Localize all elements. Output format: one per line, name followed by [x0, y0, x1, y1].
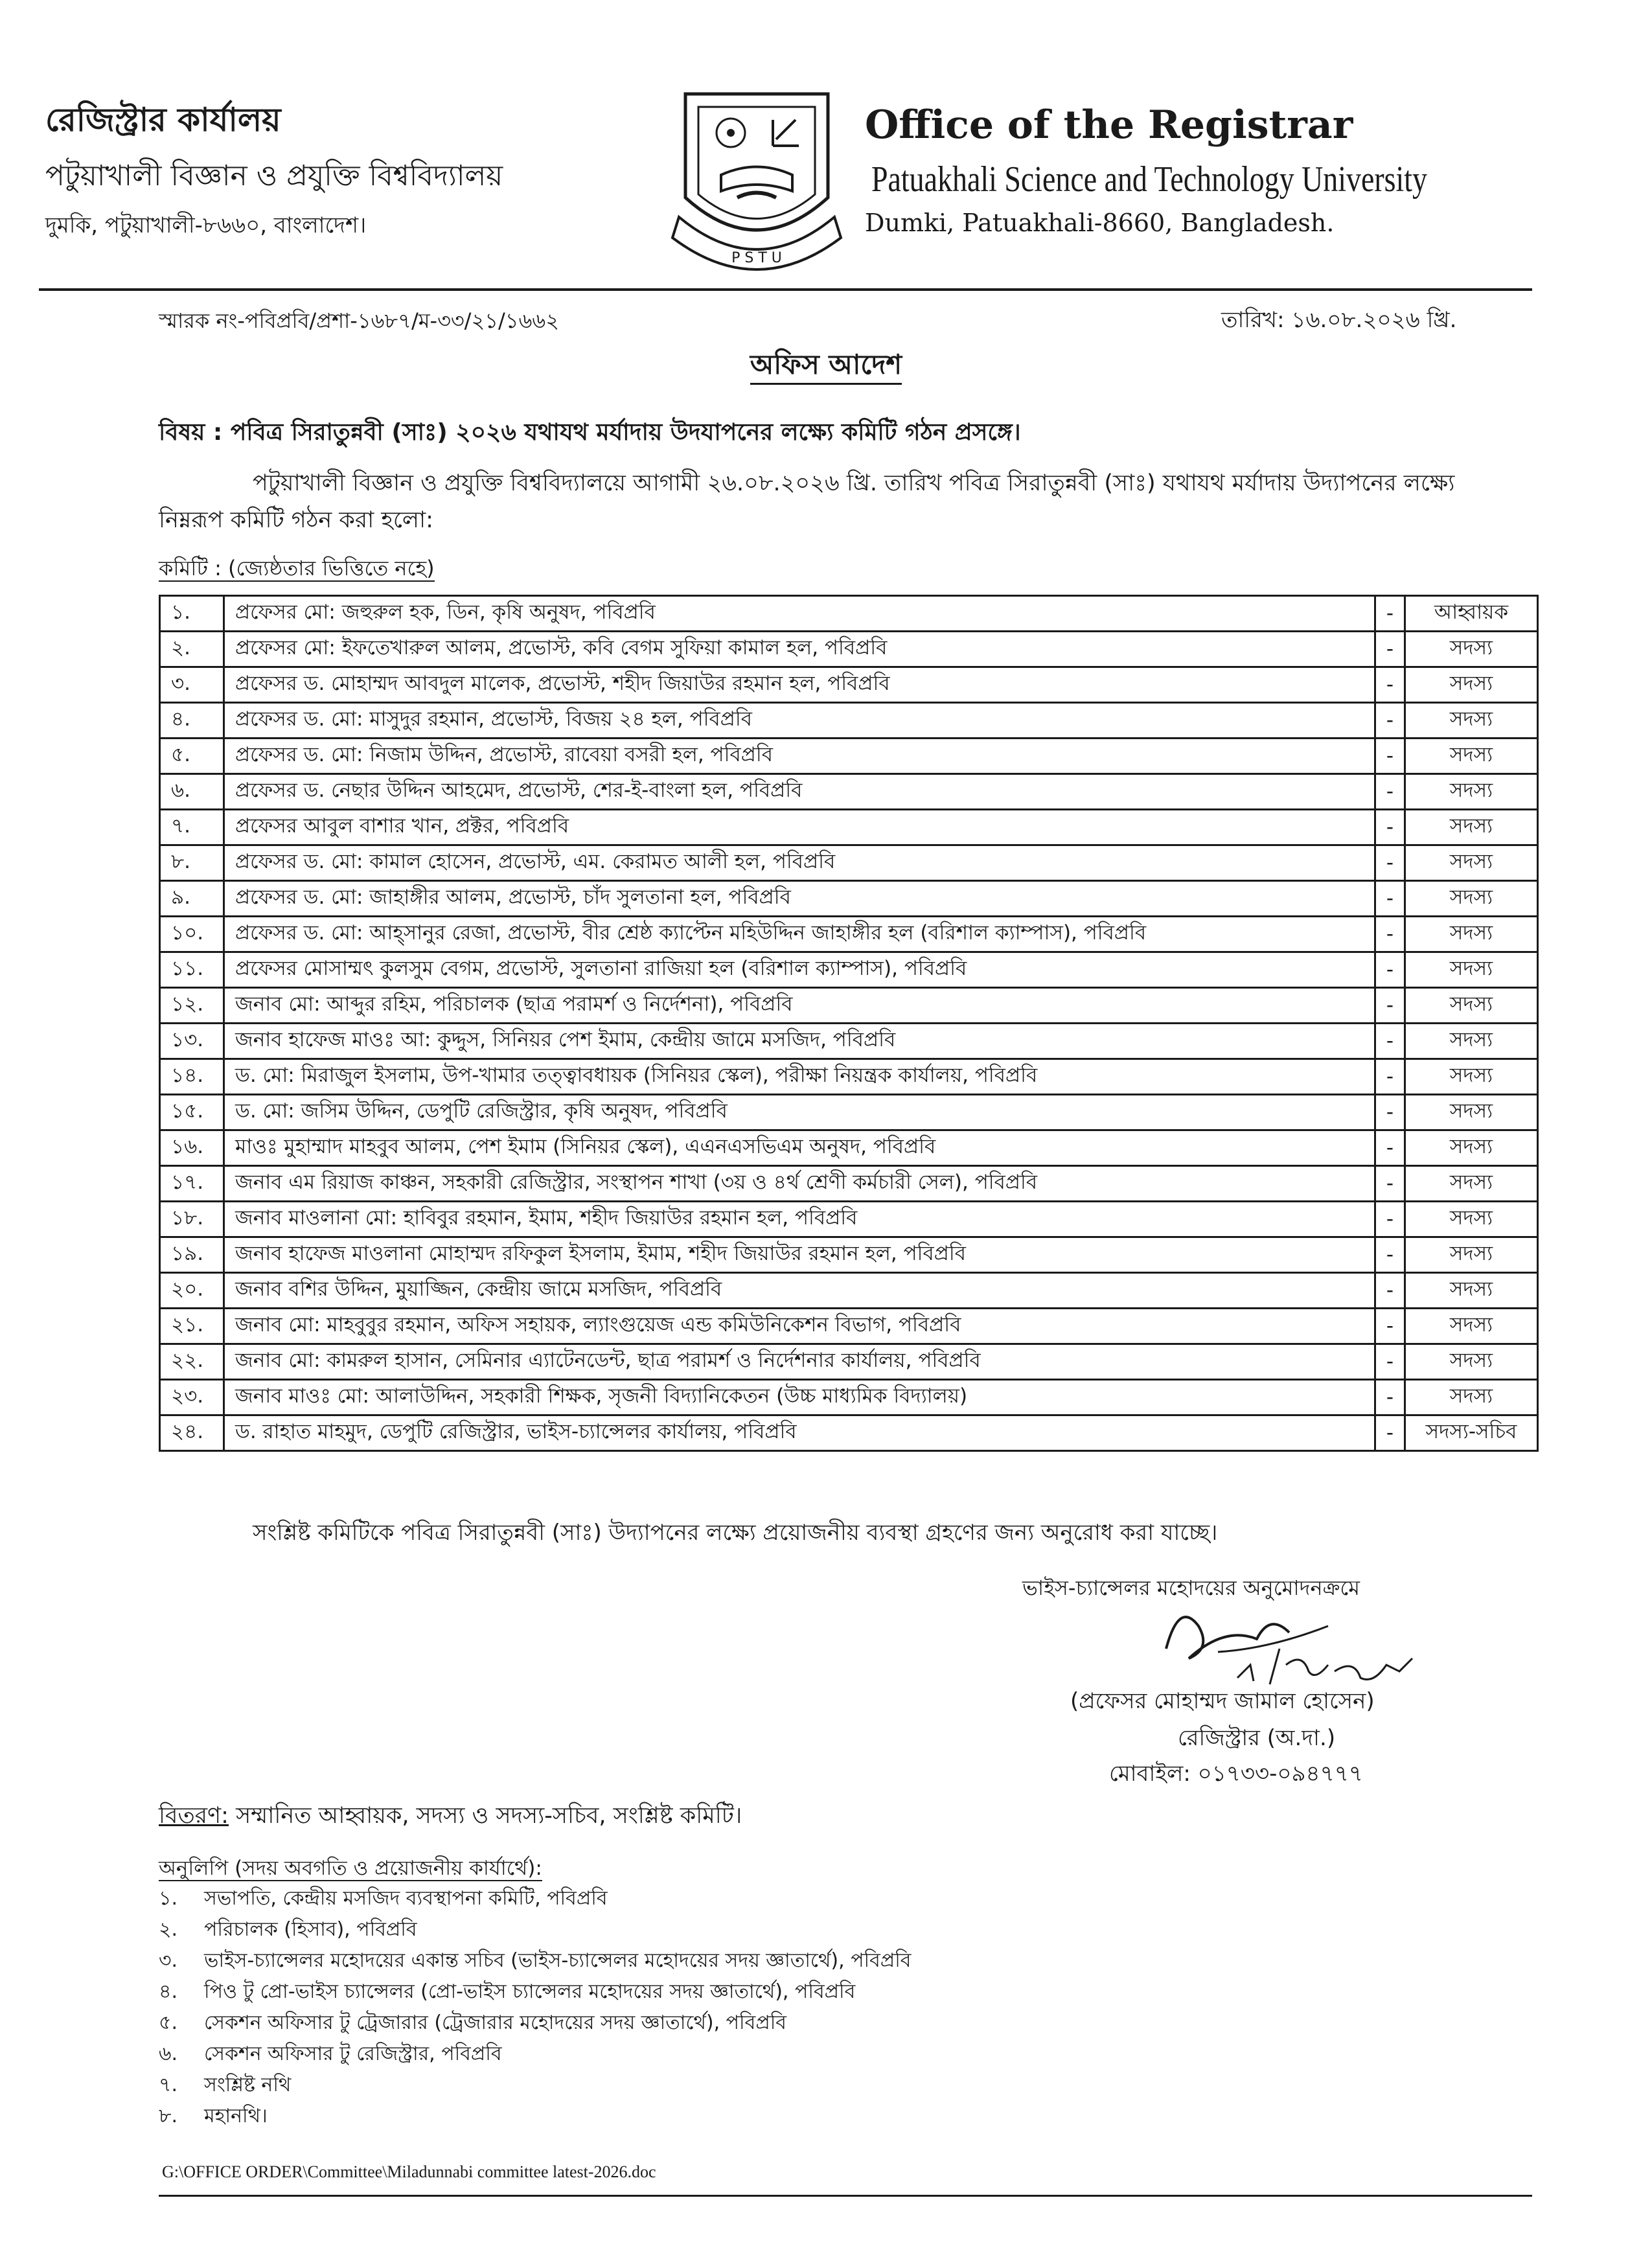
- committee-row: [160, 988, 1538, 1024]
- committee-dash: -: [1375, 1415, 1405, 1451]
- committee-role: সদস্য: [1405, 845, 1538, 881]
- committee-role: সদস্য: [1405, 1344, 1538, 1380]
- copies-heading-text: অনুলিপি (সদয় অবগতি ও প্রয়োজনীয় কার্যার্থে):: [159, 1857, 542, 1880]
- committee-label: [159, 552, 435, 587]
- university-logo: [660, 68, 854, 275]
- committee-role: সদস্য: [1405, 810, 1538, 845]
- committee-serial: ২১.: [160, 1309, 224, 1344]
- bengali-office-title: রেজিস্ট্রার কার্যালয়: [45, 101, 281, 139]
- committee-row: [160, 1024, 1538, 1059]
- committee-row: [160, 1309, 1538, 1344]
- committee-serial: ২৩.: [160, 1380, 224, 1415]
- copy-item-text: সেকশন অফিসার টু ট্রেজারার (ট্রেজারার মহোদয়ের সদয় জ্ঞাতার্থে), পবিপ্রবি: [204, 2011, 786, 2034]
- committee-serial: ১৮.: [160, 1202, 224, 1237]
- committee-dash: -: [1375, 1344, 1405, 1380]
- committee-dash: -: [1375, 988, 1405, 1024]
- committee-serial: ৪.: [160, 703, 224, 739]
- copy-item: [159, 1976, 1454, 2007]
- committee-dash: -: [1375, 667, 1405, 703]
- bengali-address: দুমকি, পটুয়াখালী-৮৬৬০, বাংলাদেশ।: [45, 212, 367, 238]
- committee-serial: ৩.: [160, 667, 224, 703]
- committee-member: প্রফেসর মো: জহুরুল হক, ডিন, কৃষি অনুষদ, পবিপ্রবি: [224, 596, 1375, 632]
- committee-row: [160, 1344, 1538, 1380]
- committee-serial: ১.: [160, 596, 224, 632]
- intro-paragraph-line-1: পটুয়াখালী বিজ্ঞান ও প্রযুক্তি বিশ্ববিদ্যালয়ে আগামী ২৬.০৮.২০২৬ খ্রি. তারিখ পবিত্র সিরাতুন্নবী (সাঃ) যথাযথ মর্যাদায় উদ্যাপনের লক্ষ্যে: [253, 470, 1455, 496]
- committee-role: সদস্য: [1405, 1059, 1538, 1095]
- committee-role: আহ্বায়ক: [1405, 596, 1538, 632]
- committee-serial: ২২.: [160, 1344, 224, 1380]
- committee-dash: -: [1375, 1166, 1405, 1202]
- copy-item: [159, 1883, 1454, 1914]
- bengali-university-name: পটুয়াখালী বিজ্ঞান ও প্রযুক্তি বিশ্ববিদ্যালয়: [45, 159, 503, 192]
- closing-request: সংশ্লিষ্ট কমিটিকে পবিত্র সিরাতুন্নবী (সাঃ) উদ্যাপনের লক্ষ্যে প্রয়োজনীয় ব্যবস্থা গ্রহণের জন্য অনুরোধ করা যাচ্ছে।: [253, 1520, 1218, 1546]
- copy-item: [159, 2038, 1454, 2069]
- subject-line: বিষয় : পবিত্র সিরাতুন্নবী (সাঃ) ২০২৬ যথাযথ মর্যাদায় উদযাপনের লক্ষ্যে কমিটি গঠন প্রসঙ্গে।: [159, 419, 1021, 446]
- signatory-mobile: মোবাইল: ০১৭৩৩-০৯৪৭৭৭: [1109, 1761, 1363, 1787]
- committee-role: সদস্য: [1405, 1202, 1538, 1237]
- distribution-line: [159, 1798, 742, 1836]
- committee-member: ড. মো: মিরাজুল ইসলাম, উপ-খামার তত্ত্বাবধায়ক (সিনিয়র স্কেল), পরীক্ষা নিয়ন্ত্রক কার্যালয়, পবিপ্রবি: [224, 1059, 1375, 1095]
- copy-item-number: ৪.: [159, 1980, 178, 2003]
- copy-item-number: ৬.: [159, 2043, 178, 2065]
- english-office-title: Office of the Registrar: [865, 102, 1353, 148]
- committee-role: সদস্য: [1405, 1130, 1538, 1166]
- committee-member: প্রফেসর মো: ইফতেখারুল আলম, প্রভোস্ট, কবি বেগম সুফিয়া কামাল হল, পবিপ্রবি: [224, 632, 1375, 667]
- committee-row: [160, 1380, 1538, 1415]
- english-address: Dumki, Patuakhali-8660, Bangladesh.: [865, 209, 1335, 237]
- copy-item-text: ভাইস-চ্যান্সেলর মহোদয়ের একান্ত সচিব (ভাইস-চ্যান্সেলর মহোদয়ের সদয় জ্ঞাতার্থে), পবিপ্রবি: [204, 1949, 912, 1972]
- committee-serial: ১৭.: [160, 1166, 224, 1202]
- intro-paragraph-line-2: নিম্নরূপ কমিটি গঠন করা হলো:: [159, 507, 433, 533]
- committee-role: সদস্য: [1405, 952, 1538, 988]
- copy-item-number: ৭.: [159, 2074, 178, 2096]
- distribution-text: সম্মানিত আহ্বায়ক, সদস্য ও সদস্য-সচিব, সংশ্লিষ্ট কমিটি।: [228, 1803, 742, 1829]
- committee-role: সদস্য: [1405, 1095, 1538, 1130]
- committee-member: জনাব মাওঃ মো: আলাউদ্দিন, সহকারী শিক্ষক, সৃজনী বিদ্যানিকেতন (উচ্চ মাধ্যমিক বিদ্যালয়): [224, 1380, 1375, 1415]
- committee-row: [160, 881, 1538, 917]
- handwritten-signature: [1140, 1587, 1458, 1691]
- committee-member: প্রফেসর ড. মোহাম্মদ আবদুল মালেক, প্রভোস্ট, শহীদ জিয়াউর রহমান হল, পবিপ্রবি: [224, 667, 1375, 703]
- committee-member: প্রফেসর ড. মো: আহ্সানুর রেজা, প্রভোস্ট, বীর শ্রেষ্ঠ ক্যাপ্টেন মহিউদ্দিন জাহাঙ্গীর হল (বরিশাল ক্যাম্পাস), পবিপ্রবি: [224, 917, 1375, 952]
- committee-dash: -: [1375, 1095, 1405, 1130]
- committee-dash: -: [1375, 596, 1405, 632]
- committee-row: [160, 739, 1538, 774]
- committee-dash: -: [1375, 1202, 1405, 1237]
- committee-dash: -: [1375, 632, 1405, 667]
- committee-row: [160, 1095, 1538, 1130]
- committee-dash: -: [1375, 881, 1405, 917]
- copy-item-number: ৫.: [159, 2011, 178, 2034]
- copy-item-text: সভাপতি, কেন্দ্রীয় মসজিদ ব্যবস্থাপনা কমিটি, পবিপ্রবি: [204, 1887, 608, 1910]
- committee-role: সদস্য: [1405, 774, 1538, 810]
- committee-role: সদস্য: [1405, 917, 1538, 952]
- copy-item-text: পরিচালক (হিসাব), পবিপ্রবি: [204, 1918, 417, 1941]
- committee-dash: -: [1375, 1059, 1405, 1095]
- committee-role: সদস্য: [1405, 1309, 1538, 1344]
- committee-serial: ৭.: [160, 810, 224, 845]
- committee-row: [160, 596, 1538, 632]
- committee-dash: -: [1375, 703, 1405, 739]
- committee-dash: -: [1375, 845, 1405, 881]
- english-university-name: Patuakhali Science and Technology University: [871, 159, 1428, 200]
- office-order-title-text: অফিস আদেশ: [750, 349, 902, 385]
- logo-letters: P S T U: [731, 250, 782, 266]
- committee-row: [160, 952, 1538, 988]
- committee-serial: ১১.: [160, 952, 224, 988]
- committee-row: [160, 667, 1538, 703]
- copies-list: [159, 1883, 1454, 2131]
- committee-dash: -: [1375, 952, 1405, 988]
- copy-item: [159, 2100, 1454, 2131]
- committee-member: প্রফেসর ড. নেছার উদ্দিন আহমেদ, প্রভোস্ট, শের-ই-বাংলা হল, পবিপ্রবি: [224, 774, 1375, 810]
- committee-dash: -: [1375, 810, 1405, 845]
- committee-member: জনাব হাফেজ মাওঃ আ: কুদ্দুস, সিনিয়র পেশ ইমাম, কেন্দ্রীয় জামে মসজিদ, পবিপ্রবি: [224, 1024, 1375, 1059]
- copy-item-number: ৮.: [159, 2105, 178, 2127]
- committee-row: [160, 703, 1538, 739]
- committee-role: সদস্য: [1405, 1273, 1538, 1309]
- memo-date: তারিখ: ১৬.০৮.২০২৬ খ্রি.: [1221, 307, 1457, 333]
- committee-serial: ৫.: [160, 739, 224, 774]
- committee-serial: ১০.: [160, 917, 224, 952]
- committee-dash: -: [1375, 739, 1405, 774]
- committee-role: সদস্য: [1405, 667, 1538, 703]
- committee-dash: -: [1375, 917, 1405, 952]
- committee-table: [159, 595, 1539, 1452]
- committee-dash: -: [1375, 1380, 1405, 1415]
- committee-dash: -: [1375, 1309, 1405, 1344]
- footer-divider: [159, 2195, 1532, 2197]
- committee-role: সদস্য: [1405, 1166, 1538, 1202]
- copy-item-number: ২.: [159, 1918, 178, 1941]
- committee-role: সদস্য: [1405, 1024, 1538, 1059]
- committee-role: সদস্য: [1405, 881, 1538, 917]
- copy-item-text: সেকশন অফিসার টু রেজিস্ট্রার, পবিপ্রবি: [204, 2043, 502, 2065]
- committee-serial: ১৩.: [160, 1024, 224, 1059]
- committee-member: প্রফেসর ড. মো: কামাল হোসেন, প্রভোস্ট, এম. কেরামত আলী হল, পবিপ্রবি: [224, 845, 1375, 881]
- file-path-footer: G:\OFFICE ORDER\Committee\Miladunnabi committee latest-2026.doc: [162, 2162, 656, 2181]
- committee-member: জনাব মো: কামরুল হাসান, সেমিনার এ্যাটেনডেন্ট, ছাত্র পরামর্শ ও নির্দেশনার কার্যালয়, পবিপ্রবি: [224, 1344, 1375, 1380]
- committee-member: ড. মো: জসিম উদ্দিন, ডেপুটি রেজিস্ট্রার, কৃষি অনুষদ, পবিপ্রবি: [224, 1095, 1375, 1130]
- committee-row: [160, 1130, 1538, 1166]
- committee-row: [160, 1237, 1538, 1273]
- committee-member: জনাব এম রিয়াজ কাঞ্চন, সহকারী রেজিস্ট্রার, সংস্থাপন শাখা (৩য় ও ৪র্থ শ্রেণী কর্মচারী সেল), পবিপ্রবি: [224, 1166, 1375, 1202]
- committee-role: সদস্য: [1405, 1380, 1538, 1415]
- committee-serial: ৮.: [160, 845, 224, 881]
- committee-member: প্রফেসর ড. মো: জাহাঙ্গীর আলম, প্রভোস্ট, চাঁদ সুলতানা হল, পবিপ্রবি: [224, 881, 1375, 917]
- signatory-designation: রেজিস্ট্রার (অ.দা.): [1178, 1725, 1336, 1751]
- committee-dash: -: [1375, 1130, 1405, 1166]
- committee-label-text: কমিটি : (জ্যেষ্ঠতার ভিত্তিতে নহে): [159, 556, 435, 580]
- committee-serial: ২.: [160, 632, 224, 667]
- committee-row: [160, 1059, 1538, 1095]
- committee-member: জনাব হাফেজ মাওলানা মোহাম্মদ রফিকুল ইসলাম, ইমাম, শহীদ জিয়াউর রহমান হল, পবিপ্রবি: [224, 1237, 1375, 1273]
- committee-row: [160, 632, 1538, 667]
- committee-serial: ১২.: [160, 988, 224, 1024]
- committee-serial: ১৬.: [160, 1130, 224, 1166]
- approval-note: ভাইস-চ্যান্সেলর মহোদয়ের অনুমোদনক্রমে: [1022, 1575, 1360, 1600]
- committee-member: প্রফেসর মোসাম্মৎ কুলসুম বেগম, প্রভোস্ট, সুলতানা রাজিয়া হল (বরিশাল ক্যাম্পাস), পবিপ্রবি: [224, 952, 1375, 988]
- committee-serial: ২৪.: [160, 1415, 224, 1451]
- committee-dash: -: [1375, 774, 1405, 810]
- committee-row: [160, 1202, 1538, 1237]
- committee-member: প্রফেসর ড. মো: মাসুদুর রহমান, প্রভোস্ট, বিজয় ২৪ হল, পবিপ্রবি: [224, 703, 1375, 739]
- header-divider: [39, 288, 1532, 291]
- committee-role: সদস্য: [1405, 739, 1538, 774]
- committee-serial: ১৪.: [160, 1059, 224, 1095]
- office-order-title: [0, 343, 1652, 389]
- memo-number: স্মারক নং-পবিপ্রবি/প্রশা-১৬৮৭/ম-৩৩/২১/১৬৬২: [159, 308, 559, 333]
- committee-member: ড. রাহাত মাহমুদ, ডেপুটি রেজিস্ট্রার, ভাইস-চ্যান্সেলর কার্যালয়, পবিপ্রবি: [224, 1415, 1375, 1451]
- committee-role: সদস্য: [1405, 632, 1538, 667]
- committee-row: [160, 1166, 1538, 1202]
- committee-member: প্রফেসর আবুল বাশার খান, প্রক্টর, পবিপ্রবি: [224, 810, 1375, 845]
- copy-item-text: সংশ্লিষ্ট নথি: [204, 2074, 292, 2096]
- copy-item: [159, 1914, 1454, 1945]
- committee-role: সদস্য: [1405, 703, 1538, 739]
- copies-heading: [159, 1853, 542, 1886]
- committee-serial: ৬.: [160, 774, 224, 810]
- committee-row: [160, 1415, 1538, 1451]
- committee-serial: ১৯.: [160, 1237, 224, 1273]
- signatory-name: (প্রফেসর মোহাম্মদ জামাল হোসেন): [1070, 1688, 1375, 1714]
- committee-dash: -: [1375, 1273, 1405, 1309]
- committee-serial: ২০.: [160, 1273, 224, 1309]
- committee-serial: ৯.: [160, 881, 224, 917]
- committee-role: সদস্য-সচিব: [1405, 1415, 1538, 1451]
- committee-member: জনাব মাওলানা মো: হাবিবুর রহমান, ইমাম, শহীদ জিয়াউর রহমান হল, পবিপ্রবি: [224, 1202, 1375, 1237]
- committee-dash: -: [1375, 1237, 1405, 1273]
- copy-item-text: মহানথি।: [204, 2105, 268, 2127]
- copy-item: [159, 2069, 1454, 2100]
- copy-item: [159, 2007, 1454, 2038]
- distribution-label: বিতরণ:: [159, 1803, 229, 1829]
- committee-member: জনাব মো: আব্দুর রহিম, পরিচালক (ছাত্র পরামর্শ ও নির্দেশনা), পবিপ্রবি: [224, 988, 1375, 1024]
- committee-serial: ১৫.: [160, 1095, 224, 1130]
- committee-row: [160, 917, 1538, 952]
- committee-role: সদস্য: [1405, 988, 1538, 1024]
- copy-item-number: ৩.: [159, 1949, 178, 1972]
- committee-member: জনাব মো: মাহবুবুর রহমান, অফিস সহায়ক, ল্যাংগুয়েজ এন্ড কমিউনিকেশন বিভাগ, পবিপ্রবি: [224, 1309, 1375, 1344]
- committee-dash: -: [1375, 1024, 1405, 1059]
- committee-row: [160, 774, 1538, 810]
- committee-member: মাওঃ মুহাম্মাদ মাহবুব আলম, পেশ ইমাম (সিনিয়র স্কেল), এএনএসভিএম অনুষদ, পবিপ্রবি: [224, 1130, 1375, 1166]
- copy-item-number: ১.: [159, 1887, 178, 1910]
- committee-row: [160, 810, 1538, 845]
- committee-member: জনাব বশির উদ্দিন, মুয়াজ্জিন, কেন্দ্রীয় জামে মসজিদ, পবিপ্রবি: [224, 1273, 1375, 1309]
- copy-item: [159, 1945, 1454, 1976]
- committee-row: [160, 845, 1538, 881]
- committee-member: প্রফেসর ড. মো: নিজাম উদ্দিন, প্রভোস্ট, রাবেয়া বসরী হল, পবিপ্রবি: [224, 739, 1375, 774]
- committee-role: সদস্য: [1405, 1237, 1538, 1273]
- copy-item-text: পিও টু প্রো-ভাইস চ্যান্সেলর (প্রো-ভাইস চ্যান্সেলর মহোদয়ের সদয় জ্ঞাতার্থে), পবিপ্রবি: [204, 1980, 856, 2003]
- committee-row: [160, 1273, 1538, 1309]
